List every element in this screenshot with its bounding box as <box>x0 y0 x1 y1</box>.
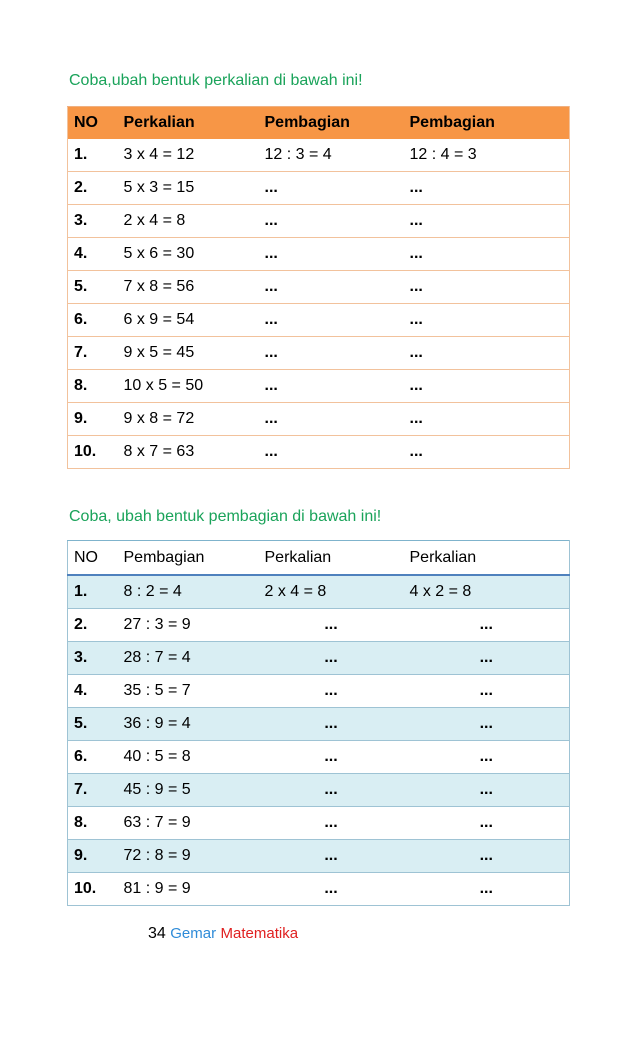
table-cell: ... <box>404 873 570 906</box>
table-cell: ... <box>404 840 570 873</box>
table-cell: ... <box>404 708 570 741</box>
table-cell: ... <box>404 436 570 469</box>
header-pembagian-1: Pembagian <box>259 107 404 140</box>
table-row <box>68 172 570 205</box>
table-row <box>68 708 570 741</box>
header-no: NO <box>68 541 118 576</box>
table-cell: ... <box>404 642 570 675</box>
table-row <box>68 774 570 807</box>
table-row <box>68 675 570 708</box>
section1-heading: Coba,ubah bentuk perkalian di bawah ini! <box>69 72 363 89</box>
table-row <box>68 840 570 873</box>
table-cell: ... <box>404 675 570 708</box>
row-number: 7. <box>68 337 118 370</box>
row-number: 1. <box>68 139 118 172</box>
row-number: 8. <box>68 807 118 840</box>
table-cell: ... <box>259 403 404 436</box>
table-cell: ... <box>259 642 404 675</box>
table-cell: ... <box>404 807 570 840</box>
table-cell: ... <box>404 205 570 238</box>
table-row <box>68 304 570 337</box>
table-row <box>68 642 570 675</box>
table-cell: ... <box>259 840 404 873</box>
table-cell: 35 : 5 = 7 <box>118 675 259 708</box>
table-cell: ... <box>259 172 404 205</box>
table-row <box>68 741 570 774</box>
table-cell: ... <box>259 337 404 370</box>
row-number: 9. <box>68 403 118 436</box>
table-cell: 36 : 9 = 4 <box>118 708 259 741</box>
row-number: 4. <box>68 675 118 708</box>
page-footer <box>148 925 298 943</box>
table-row <box>68 403 570 436</box>
table-cell: 8 x 7 = 63 <box>118 436 259 469</box>
table-cell: 8 : 2 = 4 <box>118 575 259 609</box>
header-pembagian-2: Pembagian <box>404 107 570 140</box>
table-cell: ... <box>259 609 404 642</box>
multiplication-table <box>67 106 570 469</box>
table-cell: ... <box>259 205 404 238</box>
table-cell: ... <box>259 873 404 906</box>
table-cell: 9 x 5 = 45 <box>118 337 259 370</box>
page-number: 34 <box>148 925 166 942</box>
table-cell: 3 x 4 = 12 <box>118 139 259 172</box>
row-number: 10. <box>68 436 118 469</box>
header-no: NO <box>68 107 118 140</box>
table-cell: ... <box>404 370 570 403</box>
header-perkalian: Perkalian <box>118 107 259 140</box>
table-cell: ... <box>259 271 404 304</box>
table-cell: ... <box>259 436 404 469</box>
table-cell: 10 x 5 = 50 <box>118 370 259 403</box>
table-cell: 72 : 8 = 9 <box>118 840 259 873</box>
footer-title-gemar: Gemar <box>170 925 217 942</box>
row-number: 3. <box>68 205 118 238</box>
table-row <box>68 370 570 403</box>
table-row <box>68 609 570 642</box>
row-number: 5. <box>68 708 118 741</box>
table-cell: ... <box>259 238 404 271</box>
table-cell: ... <box>259 774 404 807</box>
table-row <box>68 139 570 172</box>
row-number: 6. <box>68 304 118 337</box>
table-cell: 2 x 4 = 8 <box>118 205 259 238</box>
table-cell: ... <box>259 807 404 840</box>
table-cell: ... <box>404 304 570 337</box>
table-cell: 27 : 3 = 9 <box>118 609 259 642</box>
table-cell: ... <box>404 172 570 205</box>
table-cell: ... <box>404 271 570 304</box>
table-cell: 45 : 9 = 5 <box>118 774 259 807</box>
header-perkalian-2: Perkalian <box>404 541 570 576</box>
section2-heading: Coba, ubah bentuk pembagian di bawah ini! <box>69 508 382 525</box>
table-row <box>68 205 570 238</box>
header-perkalian-1: Perkalian <box>259 541 404 576</box>
row-number: 9. <box>68 840 118 873</box>
table-cell: 9 x 8 = 72 <box>118 403 259 436</box>
table-row <box>68 575 570 609</box>
row-number: 1. <box>68 575 118 609</box>
table-cell: ... <box>404 238 570 271</box>
row-number: 7. <box>68 774 118 807</box>
table-cell: ... <box>404 741 570 774</box>
row-number: 8. <box>68 370 118 403</box>
table-cell: ... <box>404 403 570 436</box>
table-cell: ... <box>259 708 404 741</box>
division-table <box>67 540 570 906</box>
table-cell: ... <box>259 370 404 403</box>
table-cell: 40 : 5 = 8 <box>118 741 259 774</box>
table-cell: 28 : 7 = 4 <box>118 642 259 675</box>
table-header-row <box>68 107 570 140</box>
table-cell: 4 x 2 = 8 <box>404 575 570 609</box>
table-row <box>68 238 570 271</box>
table-cell: 12 : 3 = 4 <box>259 139 404 172</box>
table-cell: ... <box>404 337 570 370</box>
row-number: 2. <box>68 609 118 642</box>
table-cell: ... <box>404 609 570 642</box>
table-cell: ... <box>259 675 404 708</box>
header-pembagian: Pembagian <box>118 541 259 576</box>
row-number: 5. <box>68 271 118 304</box>
table-cell: 5 x 3 = 15 <box>118 172 259 205</box>
table-cell: 2 x 4 = 8 <box>259 575 404 609</box>
table-cell: ... <box>259 741 404 774</box>
table-row <box>68 436 570 469</box>
row-number: 4. <box>68 238 118 271</box>
table-row <box>68 873 570 906</box>
table-row <box>68 271 570 304</box>
table-cell: 81 : 9 = 9 <box>118 873 259 906</box>
row-number: 6. <box>68 741 118 774</box>
table-cell: 63 : 7 = 9 <box>118 807 259 840</box>
table-cell: 12 : 4 = 3 <box>404 139 570 172</box>
table-row <box>68 807 570 840</box>
table-cell: 7 x 8 = 56 <box>118 271 259 304</box>
table-cell: ... <box>404 774 570 807</box>
table-row <box>68 337 570 370</box>
table-cell: 6 x 9 = 54 <box>118 304 259 337</box>
row-number: 2. <box>68 172 118 205</box>
table-header-row <box>68 541 570 576</box>
row-number: 10. <box>68 873 118 906</box>
table-cell: 5 x 6 = 30 <box>118 238 259 271</box>
row-number: 3. <box>68 642 118 675</box>
table-cell: ... <box>259 304 404 337</box>
footer-title-matematika: Matematika <box>220 925 299 942</box>
